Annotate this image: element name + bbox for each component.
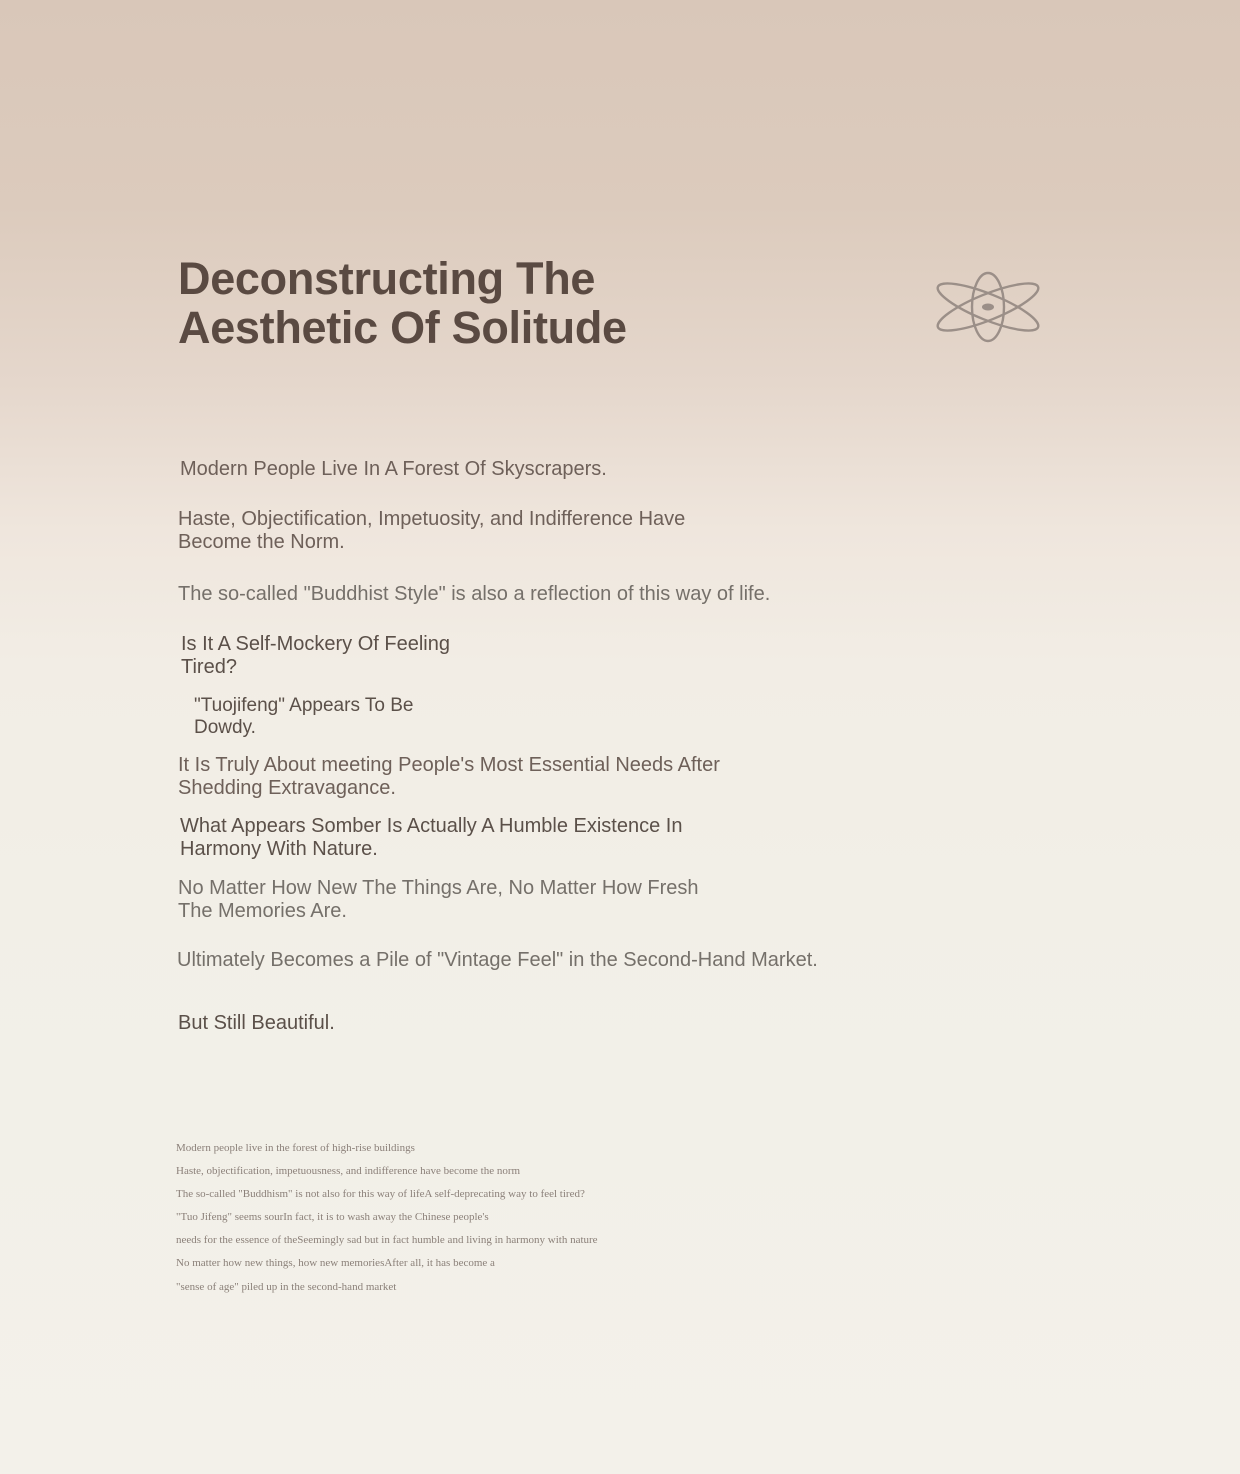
text-line-tuojifeng: "Tuojifeng" Appears To Be Dowdy. — [194, 695, 414, 738]
text-line-still-beautiful: But Still Beautiful. — [178, 1012, 335, 1034]
text-line-essential-needs: It Is Truly About meeting People's Most Essential Needs After Shedding Extravagance. — [178, 754, 720, 799]
footnote-line: Haste, objectification, impetuousness, and indifference have become the norm — [176, 1165, 521, 1178]
text-line-skyscrapers: Modern People Live In A Forest Of Skyscrapers. — [180, 458, 607, 480]
footnote-line: "sense of age" piled up in the second-hand market — [176, 1280, 397, 1293]
atom-icon — [932, 270, 1044, 344]
footnote-line: needs for the essence of theSeemingly sad but in fact humble and living in harmony with nature — [176, 1234, 598, 1247]
text-line-buddhist-style: The so-called "Buddhist Style" is also a reflection of this way of life. — [178, 583, 771, 605]
footnote-line: No matter how new things, how new memoriesAfter all, it has become a — [176, 1257, 495, 1270]
text-line-vintage-feel: Ultimately Becomes a Pile of "Vintage Feel" in the Second-Hand Market. — [177, 949, 818, 971]
page-title — [178, 254, 627, 352]
footnote-line: The so-called "Buddhism" is not also for this way of lifeA self-deprecating way to feel tired? — [176, 1188, 585, 1201]
text-line-haste: Haste, Objectification, Impetuosity, and Indifference Have Become the Norm. — [178, 508, 686, 553]
text-line-self-mockery: Is It A Self-Mockery Of Feeling Tired? — [181, 633, 450, 678]
text-line-somber: What Appears Somber Is Actually A Humble Existence In Harmony With Nature. — [180, 815, 683, 860]
title-line-1: Deconstructing The — [178, 253, 596, 304]
footnote-line: Modern people live in the forest of high-rise buildings — [176, 1142, 415, 1154]
title-line-2: Aesthetic Of Solitude — [178, 302, 627, 353]
footnote-block — [176, 1140, 598, 1302]
text-line-no-matter: No Matter How New The Things Are, No Matter How Fresh The Memories Are. — [178, 877, 699, 922]
footnote-line: "Tuo Jifeng" seems sourIn fact, it is to wash away the Chinese people's — [176, 1211, 489, 1224]
